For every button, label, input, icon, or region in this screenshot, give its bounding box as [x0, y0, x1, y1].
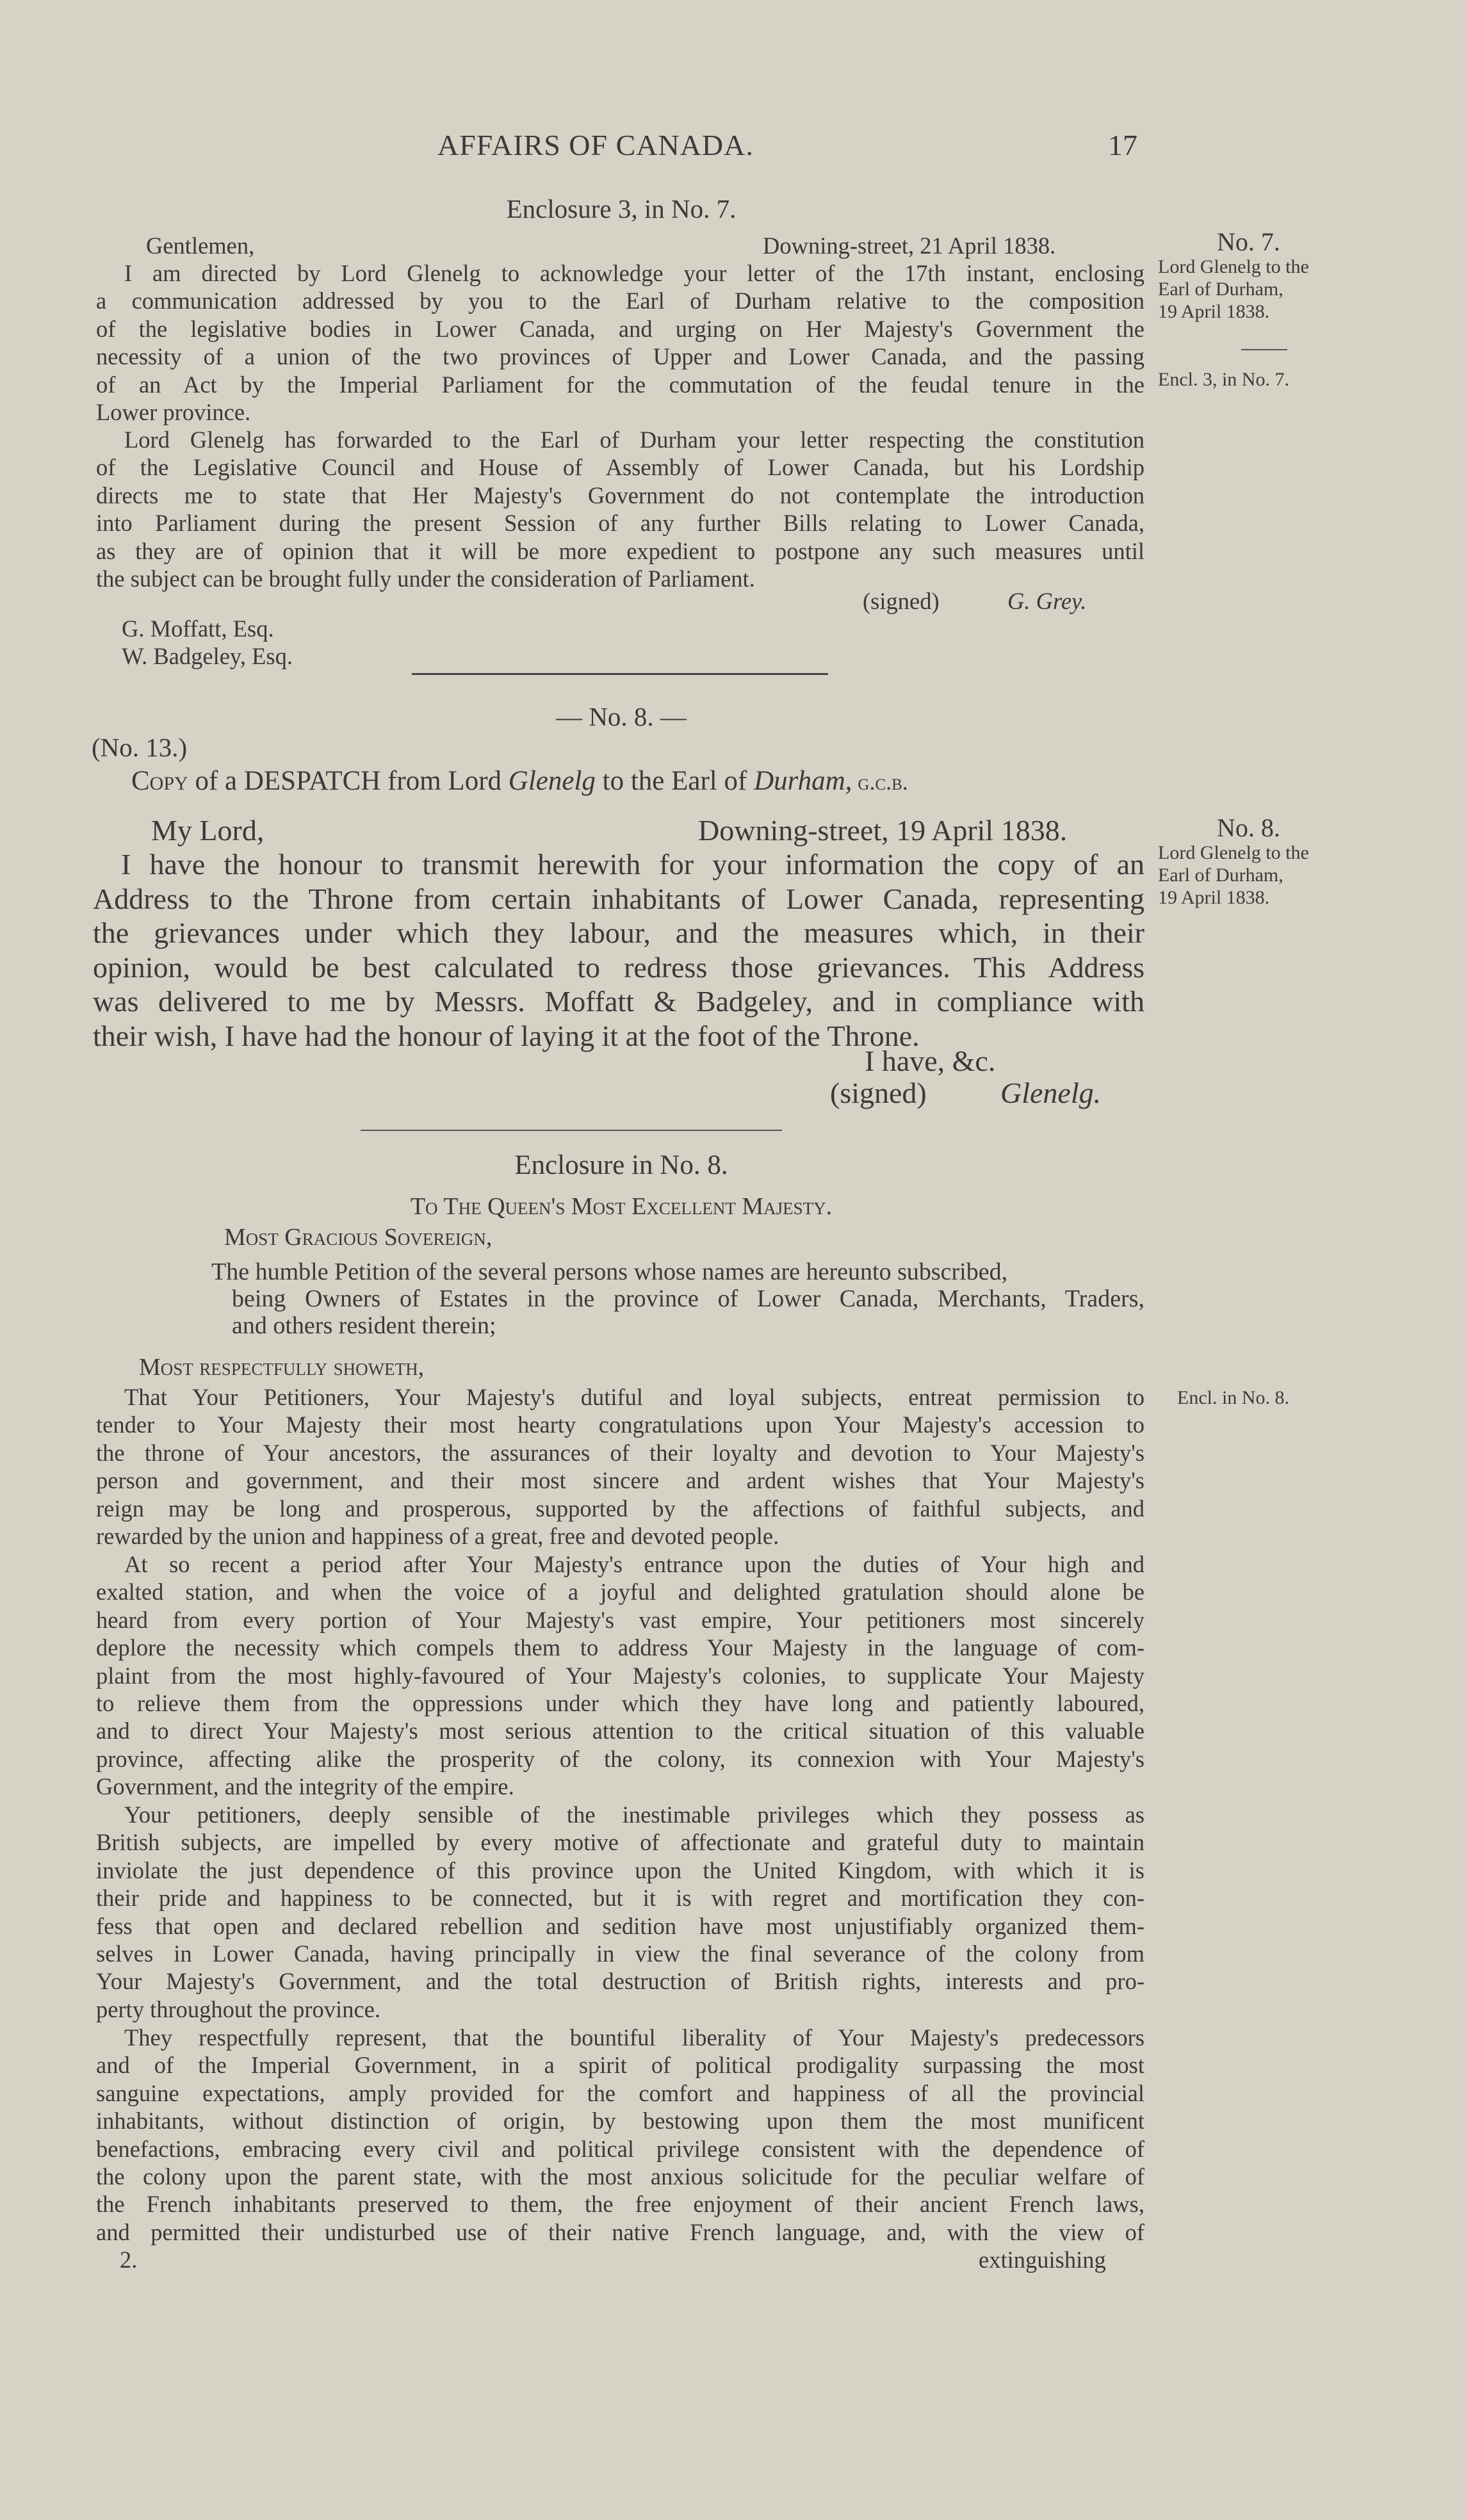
no8-heading: — No. 8. —	[556, 702, 687, 731]
text-line: exalted station, and when the voice of a joyful and delighted gratulation should alone be	[96, 1579, 1144, 1605]
petition-paragraph-4	[96, 2024, 1144, 2246]
margin-no7-line1: Lord Glenelg to the	[1158, 256, 1309, 277]
text-line: person and government, and their most sincere and ardent wishes that Your Majesty's	[96, 1467, 1144, 1494]
text-line: Lower province.	[96, 399, 251, 426]
text-line: opinion, would be best calculated to redress those grievances. This Address	[93, 950, 1144, 984]
enclosure3-addressee-1: G. Moffatt, Esq.	[122, 615, 274, 642]
despatch-close: I have, &c.	[865, 1045, 996, 1077]
margin-no7-number: No. 7.	[1217, 227, 1280, 256]
enclosure3-addressee-2: W. Badgeley, Esq.	[122, 643, 293, 669]
text-line: heard from every portion of Your Majesty's vast empire, Your petitioners most sincerely	[96, 1606, 1144, 1633]
enclosure3-salutation: Gentlemen,	[146, 232, 255, 259]
text-line: fess that open and declared rebellion and sedition have most unjustifiably organized them-	[96, 1912, 1144, 1939]
page-number: 17	[1108, 129, 1137, 161]
text-line: as they are of opinion that it will be more expedient to postpone any such measures until	[96, 537, 1144, 564]
text-line: of an Act by the Imperial Parliament for the commutation of the feudal tenure in the	[96, 371, 1144, 398]
despatch-dateline: Downing-street, 19 April 1838.	[698, 814, 1068, 847]
despatch-reference: (No. 13.)	[92, 733, 188, 762]
margin-rule	[1241, 349, 1287, 350]
text-line: of the Legislative Council and House of Assembly of Lower Canada, but his Lordship	[96, 454, 1144, 481]
text-line: of the legislative bodies in Lower Canada, and urging on Her Majesty's Government the	[96, 315, 1144, 342]
caption-text: of a DESPATCH from Lord	[188, 766, 509, 796]
text-line: province, affecting alike the prosperity of the colony, its connexion with Your Majesty's	[96, 1745, 1144, 1772]
margin-no8-line3: 19 April 1838.	[1158, 887, 1270, 908]
text-line: tender to Your Majesty their most hearty congratulations upon Your Majesty's accession to	[96, 1411, 1144, 1438]
text-line: inhabitants, without distinction of origin, by bestowing upon them the most munificent	[96, 2108, 1144, 2134]
margin-no7-enclosure: Encl. 3, in No. 7.	[1158, 369, 1289, 390]
text-line: Your Majesty's Government, and the total destruction of British rights, interests and pro-	[96, 1968, 1144, 1995]
margin-no8-enclosure: Encl. in No. 8.	[1177, 1387, 1289, 1408]
enclosure3-title: Enclosure 3, in No. 7.	[506, 194, 737, 224]
text-line: the colony upon the parent state, with the most anxious solicitude for the peculiar welfare of	[96, 2163, 1144, 2190]
text-line: inviolate the just dependence of this province upon the United Kingdom, with which it is	[96, 1857, 1144, 1883]
caption-name-durham: Durham,	[754, 766, 852, 796]
despatch-signer: Glenelg.	[1000, 1077, 1102, 1109]
text-line: the grievances under which they labour, and the measures which, in their	[93, 916, 1144, 949]
text-line: Address to the Throne from certain inhabitants of Lower Canada, representing	[93, 882, 1144, 915]
text-line: sanguine expectations, amply provided for the comfort and happiness of all the provincial	[96, 2079, 1144, 2106]
margin-note-no7	[1158, 227, 1427, 323]
text-line: was delivered to me by Messrs. Moffatt & Badgeley, and in compliance with	[93, 985, 1144, 1018]
text-line: I have the honour to transmit herewith for your information the copy of an	[121, 848, 1144, 881]
petition-paragraph-2	[96, 1550, 1144, 1801]
text-line: and to direct Your Majesty's most serious attention to the critical situation of this valuable	[96, 1718, 1144, 1744]
text-line: the subject can be brought fully under the consideration of Parliament.	[96, 565, 755, 592]
text-line: into Parliament during the present Session of any further Bills relating to Lower Canada,	[96, 510, 1144, 537]
petition-sovereign: Most Gracious Sovereign,	[224, 1224, 493, 1251]
caption-text: to the Earl of	[595, 766, 754, 796]
text-line: and of the Imperial Government, in a spirit of political prodigality surpassing the most	[96, 2052, 1144, 2079]
text-line: a communication addressed by you to the Earl of Durham relative to the composition	[96, 288, 1144, 314]
text-line: deplore the necessity which compels them to address Your Majesty in the language of com-	[96, 1634, 1144, 1661]
despatch-caption	[131, 765, 908, 797]
text-line: Government, and the integrity of the empire.	[96, 1773, 514, 1800]
section-rule	[412, 673, 828, 675]
text-line: and others resident therein;	[232, 1312, 496, 1339]
catchword: extinguishing	[979, 2247, 1106, 2273]
text-line: I am directed by Lord Glenelg to acknowledge your letter of the 17th instant, enclosing	[124, 260, 1144, 286]
margin-no7-line2: Earl of Durham,	[1158, 279, 1283, 300]
enclosure8-title: Enclosure in No. 8.	[514, 1150, 728, 1180]
petition-paragraph-1	[96, 1383, 1144, 1550]
text-line: benefactions, embracing every civil and political privilege consistent with the dependence of	[96, 2135, 1144, 2162]
text-line: British subjects, are impelled by every motive of affectionate and grateful duty to maintain	[96, 1829, 1144, 1856]
enclosure3-paragraph-1	[96, 259, 1144, 426]
text-line: reign may be long and prosperous, supported by the affections of faithful subjects, and	[96, 1495, 1144, 1522]
petition-showeth: Most respectfully showeth,	[139, 1354, 425, 1381]
text-line	[211, 1258, 1144, 1285]
enclosure3-signed: (signed)	[863, 588, 940, 614]
enclosure3-dateline: Downing-street, 21 April 1838.	[763, 232, 1056, 259]
margin-no7-line3: 19 April 1838.	[1158, 301, 1270, 322]
text-line: Lord Glenelg has forwarded to the Earl of Durham your letter respecting the constitution	[124, 427, 1144, 453]
despatch-paragraph	[93, 847, 1144, 1053]
text-line: the throne of Your ancestors, the assurances of their loyalty and devotion to Your Majesty's	[96, 1439, 1144, 1466]
margin-note-no8	[1158, 813, 1427, 909]
text-line: rewarded by the union and happiness of a great, free and devoted people.	[96, 1523, 779, 1550]
caption-gcb: g.c.b.	[852, 769, 908, 795]
text-line: They respectfully represent, that the bountiful liberality of Your Majesty's predecessors	[124, 2024, 1144, 2051]
margin-no8-number: No. 8.	[1217, 813, 1280, 842]
text-line: the French inhabitants preserved to them, the free enjoyment of their ancient French laws,	[96, 2191, 1144, 2218]
text-line: directs me to state that Her Majesty's Government do not contemplate the introduction	[96, 482, 1144, 508]
text-line: plaint from the most highly-favoured of Your Majesty's colonies, to supplicate Your Majesty	[96, 1662, 1144, 1689]
petition-paragraph-3	[96, 1801, 1144, 2023]
petition-address: To The Queen's Most Excellent Majesty.	[410, 1193, 833, 1220]
caption-name-glenelg: Glenelg	[508, 766, 596, 796]
text-line: necessity of a union of the two provinces of Upper and Lower Canada, and the passing	[96, 343, 1144, 370]
despatch-salutation: My Lord,	[151, 814, 265, 847]
text-line: perty throughout the province.	[96, 1996, 380, 2022]
text-line: That Your Petitioners, Your Majesty's dutiful and loyal subjects, entreat permission to	[124, 1384, 1144, 1410]
section-rule	[361, 1130, 782, 1131]
text-line: and permitted their undisturbed use of their native French language, and, with the view of	[96, 2218, 1144, 2245]
enclosure3-paragraph-2	[96, 426, 1144, 592]
signature-mark: 2.	[120, 2247, 138, 2273]
text-line: their pride and happiness to be connected, but it is with regret and mortification they con-	[96, 1885, 1144, 1912]
despatch-signed: (signed)	[830, 1077, 927, 1109]
text-line: selves in Lower Canada, having principally in view the final severance of the colony from	[96, 1940, 1144, 1967]
petition-preamble	[211, 1258, 1144, 1339]
margin-no8-line2: Earl of Durham,	[1158, 865, 1283, 886]
text-line: their wish, I have had the honour of laying it at the foot of the Throne.	[93, 1019, 920, 1052]
caption-copy: Copy	[131, 766, 188, 796]
text-line: to relieve them from the oppressions under which they have long and patiently laboured,	[96, 1690, 1144, 1717]
text-line: being Owners of Estates in the province of Lower Canada, Merchants, Traders,	[232, 1285, 1144, 1312]
text-line: At so recent a period after Your Majesty's entrance upon the duties of Your high and	[124, 1551, 1144, 1577]
running-title: AFFAIRS OF CANADA.	[437, 129, 754, 161]
text-line: Your petitioners, deeply sensible of the inestimable privileges which they possess as	[124, 1801, 1144, 1828]
margin-no8-line1: Lord Glenelg to the	[1158, 842, 1309, 863]
preamble-line: The humble Petition of the several persons whose names are hereunto subscribed,	[211, 1258, 1008, 1285]
enclosure3-signer: G. Grey.	[1007, 588, 1087, 614]
